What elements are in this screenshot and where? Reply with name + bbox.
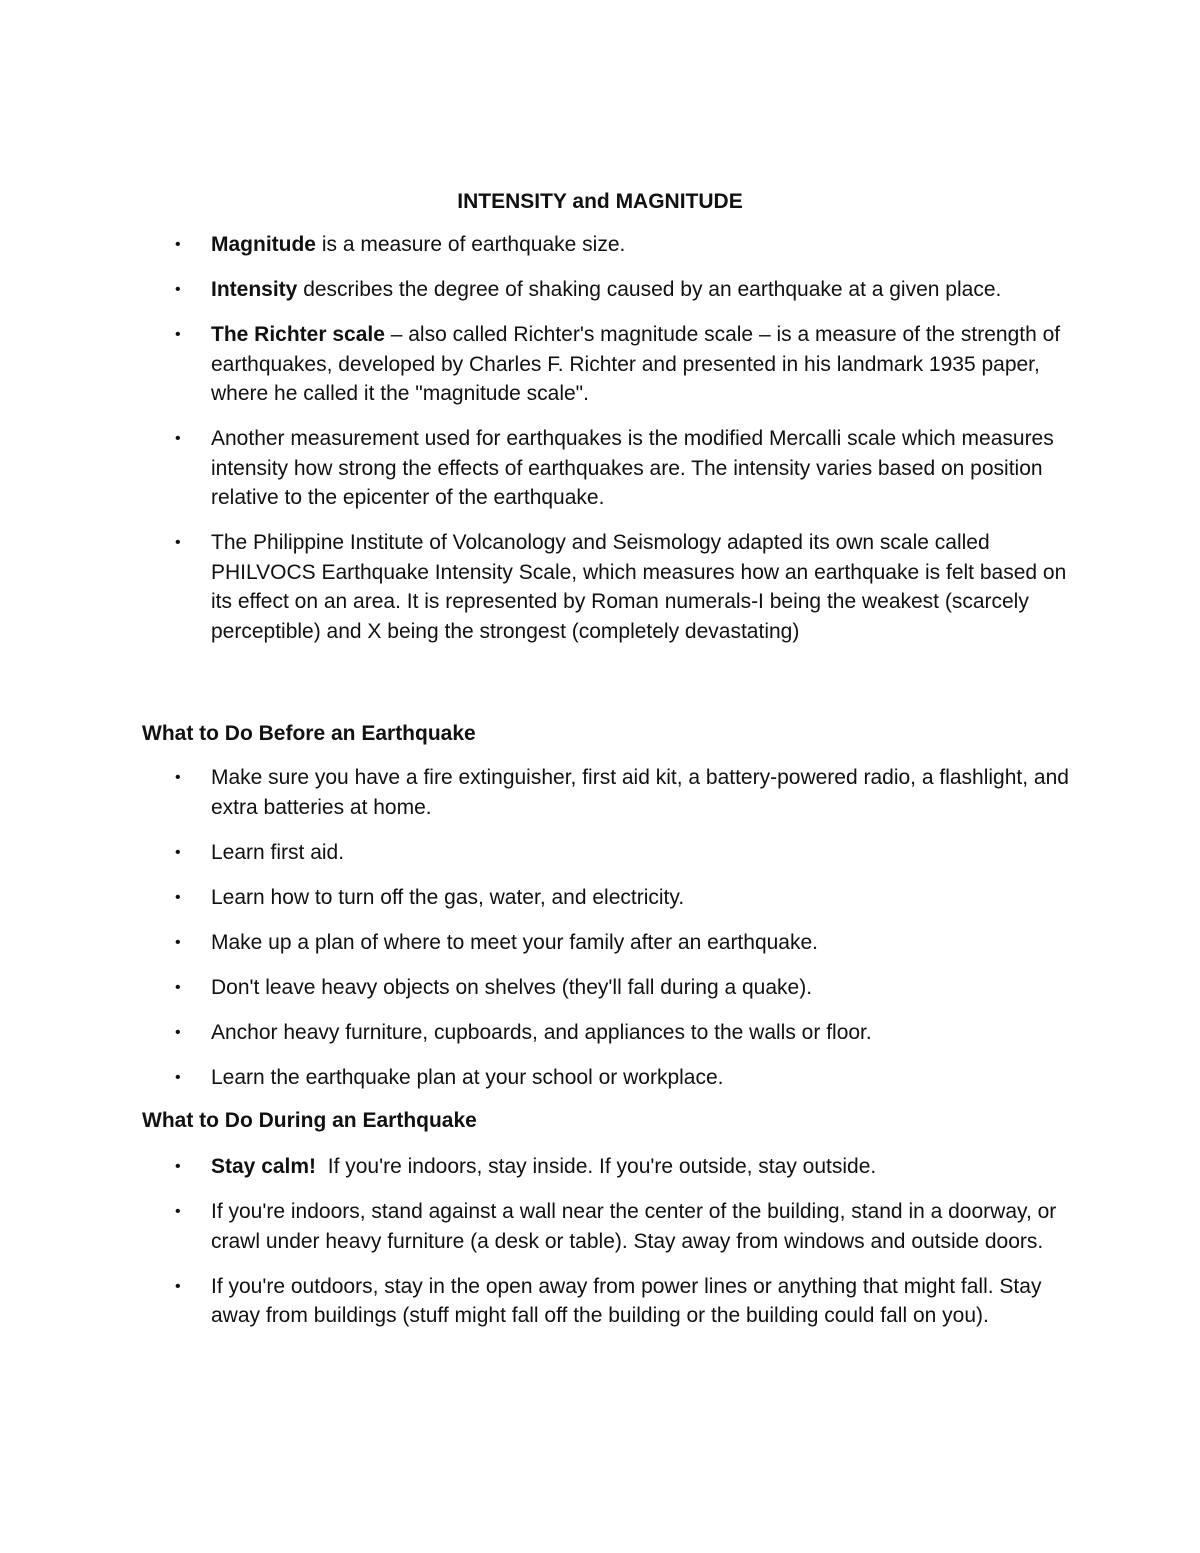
bullet-icon: •: [175, 1277, 181, 1295]
list-item: [0, 320, 1200, 409]
list-item-text: Don't leave heavy objects on shelves (they'll fall during a quake).: [211, 975, 813, 999]
list-item-text: Learn the earthquake plan at your school or workplace.: [211, 1065, 724, 1089]
list-item-text: Learn first aid.: [211, 840, 345, 864]
term-magnitude: Magnitude: [211, 233, 316, 256]
bullet-icon: •: [175, 1068, 181, 1086]
list-item: [0, 1272, 1200, 1331]
bullet-icon: •: [175, 326, 181, 343]
term-richter-scale: The Richter scale: [211, 323, 385, 346]
list-item-text: Anchor heavy furniture, cupboards, and appliances to the walls or floor.: [211, 1020, 872, 1044]
list-item-text: Another measurement used for earthquakes is the modified Mercalli scale which measures intensity how strong the effects of earthquakes are. The intensity varies based on position relative to the epicenter of the earthquake.: [211, 427, 1054, 509]
bullet-icon: •: [175, 978, 181, 996]
list-item: [0, 883, 1200, 913]
bullet-icon: •: [175, 430, 181, 447]
before-list: [0, 763, 1200, 1108]
list-item-text: describes the degree of shaking caused by an earthquake at a given place.: [297, 278, 1002, 301]
list-item: [0, 275, 1200, 305]
list-item-text: If you're outdoors, stay in the open away from power lines or anything that might fall. Stay away from buildings (stuff might fall off the building or the building could fall on you).: [211, 1274, 1042, 1327]
bullet-icon: •: [175, 534, 181, 551]
list-item: [0, 1152, 1200, 1182]
section-heading-during: What to Do During an Earthquake: [142, 1109, 477, 1132]
list-item: [0, 424, 1200, 513]
bullet-icon: •: [175, 843, 181, 861]
list-item: [0, 230, 1200, 260]
term-stay-calm: Stay calm!: [211, 1155, 317, 1178]
list-item: [0, 528, 1200, 646]
list-item-text: – also called Richter's magnitude scale – is a measure of the strength of earthquakes, developed by Charles F. Richter and presented in his landmark 1935 paper, where he called it the "magnitude scale".: [211, 323, 1061, 405]
bullet-icon: •: [175, 1158, 181, 1175]
page-title: INTENSITY and MAGNITUDE: [457, 190, 743, 213]
list-item-text: If you're indoors, stand against a wall near the center of the building, stand in a doorway, or crawl under heavy furniture (a desk or table). Stay away from windows and outside doors.: [211, 1200, 1057, 1253]
list-item-text: The Philippine Institute of Volcanology and Seismology adapted its own scale called PHILVOCS Earthquake Intensity Scale, which measures how an earthquake is felt based on its effect on an area. It is represented by Roman numerals-I being the weakest (scarcely perceptible) and X being the strongest (completely devastating): [211, 531, 1067, 643]
list-item-text: Make up a plan of where to meet your family after an earthquake.: [211, 930, 819, 954]
bullet-icon: •: [175, 933, 181, 951]
list-item: [0, 928, 1200, 958]
list-item-text: Make sure you have a fire extinguisher, first aid kit, a battery-powered radio, a flashlight, and extra batteries at home.: [211, 766, 1069, 819]
list-item: [0, 1197, 1200, 1256]
bullet-icon: •: [175, 888, 181, 906]
term-intensity: Intensity: [211, 278, 298, 301]
list-item-text: is a measure of earthquake size.: [316, 233, 626, 256]
section-heading-before: What to Do Before an Earthquake: [142, 722, 476, 745]
during-list: [0, 1152, 1200, 1346]
bullet-icon: •: [175, 281, 181, 298]
list-item-text: If you're indoors, stay inside. If you're outside, stay outside.: [316, 1155, 877, 1178]
list-item: [0, 973, 1200, 1003]
bullet-icon: •: [175, 236, 181, 253]
bullet-icon: •: [175, 1023, 181, 1041]
bullet-icon: •: [175, 1203, 181, 1220]
list-item-text: Learn how to turn off the gas, water, and electricity.: [211, 885, 685, 909]
list-item: [0, 838, 1200, 868]
bullet-icon: •: [175, 769, 181, 786]
intro-list: [0, 230, 1200, 662]
list-item: [0, 1063, 1200, 1093]
list-item: [0, 1018, 1200, 1048]
list-item: [0, 763, 1200, 822]
